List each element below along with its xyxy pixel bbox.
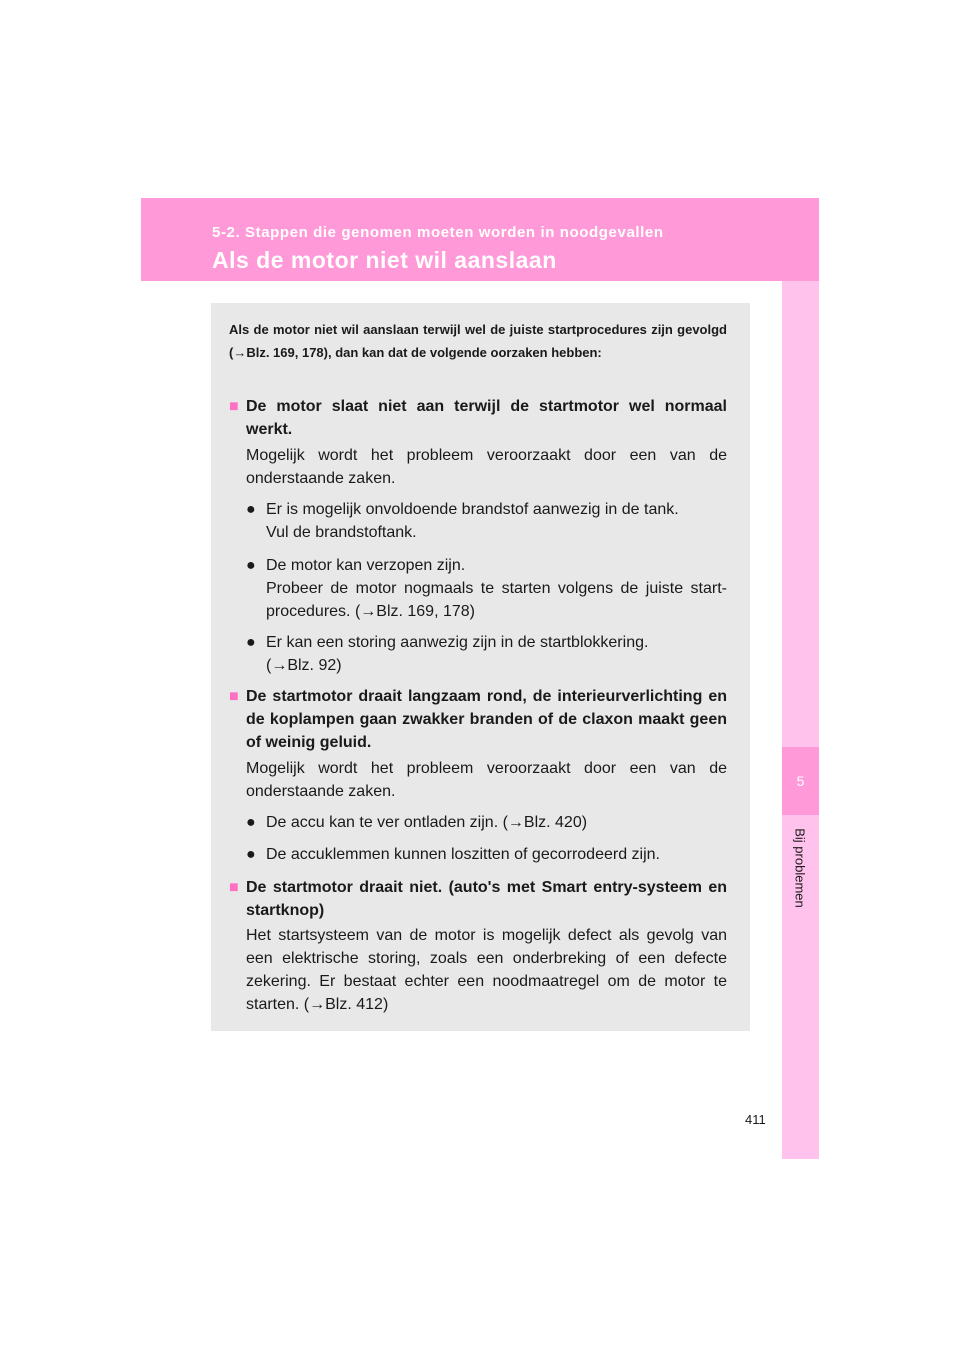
cause-description: Mogelijk wordt het probleem veroorzaakt door een van de onderstaande zaken. <box>246 760 727 800</box>
chapter-label: Bij problemen <box>792 828 808 908</box>
cause-heading <box>229 395 727 441</box>
cause-heading-text: De startmotor draait langzaam rond, de interieurverlichting en de koplampen gaan zwakker branden of de claxon maakt geen of weinig geluid. <box>246 688 727 751</box>
list-item-subtext: Probeer de motor nogmaals te starten volgens de juiste start-procedures. (→Blz. 169, 178) <box>266 580 727 620</box>
square-bullet-icon: ■ <box>229 879 239 896</box>
cause-heading <box>229 685 727 754</box>
cause-heading-text: De startmotor draait niet. (auto's met Smart entry-systeem en startknop) <box>246 879 727 919</box>
list-item-text: Er kan een storing aanwezig zijn in de startblokkering. <box>266 634 649 651</box>
list-item <box>246 811 727 834</box>
intro-text: Als de motor niet wil aanslaan terwijl wel de juiste startprocedures zijn gevolgd (→Blz. 169, 178), dan kan dat de volgende oorzaken hebben: <box>229 322 727 360</box>
square-bullet-icon: ■ <box>229 398 239 415</box>
page-title: Als de motor niet wil aanslaan <box>212 247 557 273</box>
list-item-subtext: Vul de brandstoftank. <box>266 524 417 541</box>
list-item-text: Er is mogelijk onvoldoende brandstof aanwezig in de tank. <box>266 501 679 518</box>
page-number: 411 <box>745 1112 766 1127</box>
section-label: 5-2. Stappen die genomen moeten worden in noodgevallen <box>212 224 664 241</box>
list-item <box>246 554 727 623</box>
cause-heading-text: De motor slaat niet aan terwijl de startmotor wel normaal werkt. <box>246 398 727 438</box>
square-bullet-icon: ■ <box>229 688 239 705</box>
cause-description: Mogelijk wordt het probleem veroorzaakt door een van de onderstaande zaken. <box>246 447 727 487</box>
cause-heading <box>229 876 727 922</box>
list-item-text: De accu kan te ver ontladen zijn. (→Blz. 420) <box>266 814 588 831</box>
cause-description: Het startsysteem van de motor is mogelijk defect als gevolg van een elektrische storing, zoals een onderbreking of een defecte zekering. Er bestaat echter een noodmaatregel om de motor te starten. (→Blz. 412) <box>246 927 727 1013</box>
round-bullet-icon: ● <box>246 501 256 518</box>
list-item <box>246 843 727 866</box>
round-bullet-icon: ● <box>246 814 256 831</box>
side-tab-strip <box>782 281 819 1159</box>
list-item-text: De accuklemmen kunnen loszitten of gecorrodeerd zijn. <box>266 846 660 863</box>
list-item-text: De motor kan verzopen zijn. <box>266 557 466 574</box>
round-bullet-icon: ● <box>246 634 256 651</box>
list-item <box>246 631 727 677</box>
list-item <box>246 498 727 544</box>
chapter-number-tab[interactable]: 5 <box>782 747 819 815</box>
round-bullet-icon: ● <box>246 846 256 863</box>
round-bullet-icon: ● <box>246 557 256 574</box>
list-item-subtext: (→Blz. 92) <box>266 657 342 674</box>
